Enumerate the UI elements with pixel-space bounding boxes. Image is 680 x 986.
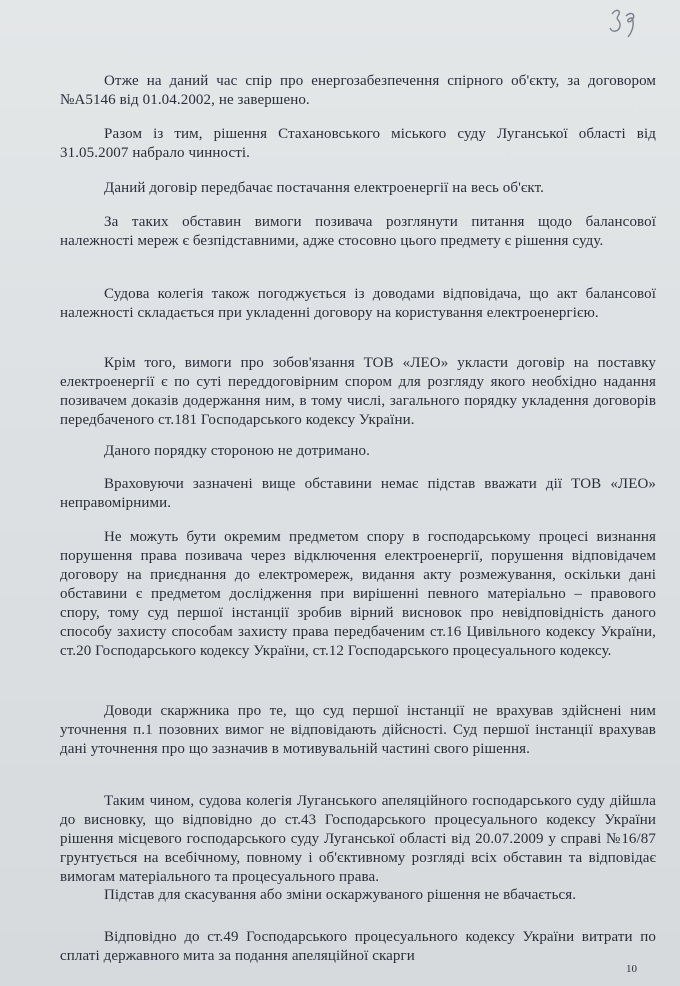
handwritten-sheet-number: [606, 6, 640, 40]
paragraph-not-separate-subject: Не можуть бути окремим предметом спору в господарському процесі визнання порушення права позивача через відключення електроенергії, порушення відповідачем договору на приєднання до електромереж, видання акту розмежування, оскільки дані обставини є предметом дослідження при вирішенні певного матеріально – правового спору, тому суд першої інстанції зробив вірний висновок про невідповідність даного способу захисту способам захисту права передбаченим ст.16 Цивільного кодексу України, ст.20 Господарського кодексу України, ст.12 Господарського процесуального кодексу.: [60, 529, 656, 659]
paragraph-procedure-not-followed: Даного порядку стороною не дотримано.: [104, 443, 370, 459]
paragraph-state-duty: Відповідно до ст.49 Господарського процесуального кодексу України витрати по сплаті державного мита за подання апеляційної скарги: [60, 929, 656, 964]
page-number: 10: [626, 963, 637, 975]
paragraph-actions-lawful: Враховуючи зазначені вище обставини немає підстав вважати дії ТОВ «ЛЕО» неправомірними.: [60, 476, 656, 511]
paragraph-contract-supply: Даний договір передбачає постачання електроенергії на весь об'єкт.: [104, 180, 544, 196]
paragraph-pre-contract-dispute: Крім того, вимоги про зобов'язання ТОВ «ЛЕО» укласти договір на поставку електроенергії є по суті переддоговірним спором для розгляду якого необхідно надання позивачем доказів додержання ним, в тому числі, загального порядку укладення договорів передбаченого ст.181 Господарського кодексу України.: [60, 355, 656, 428]
paragraph-dispute-not-finished: Отже на даний час спір про енергозабезпечення спірного об'єкту, за договором №А5146 від 01.04.2002, не завершено.: [60, 73, 656, 108]
paragraph-court-decision-effective: Разом із тим, рішення Стахановського міського суду Луганської області від 31.05.2007 набрало чинності.: [60, 126, 656, 161]
paragraph-balance-act: Судова колегія також погоджується із доводами відповідача, що акт балансової належності складається при укладенні договору на користування електроенергією.: [60, 286, 656, 321]
paragraph-conclusion: Таким чином, судова колегія Луганського апеляційного господарського суду дійшла до висновку, що відповідно до ст.43 Господарського процесуального кодексу України рішення місцевого господарського суду Луганської області від 20.07.2009 у справі №16/87 грунтується на всебічному, повному і об'єктивному розгляді всіх обставин та відповідає вимогам матеріального та процесуального права.: [60, 793, 656, 885]
paragraph-claims-groundless: За таких обставин вимоги позивача розглянути питання щодо балансової належності мереж є безпідставними, адже стосовно цього предмету є рішення суду.: [60, 214, 656, 249]
paragraph-appellant-arguments: Доводи скаржника про те, що суд першої інстанції не врахував здійснені ним уточнення п.1 позовних вимог не відповідають дійсності. Суд першої інстанції врахував дані уточнення про що зазначив в мотивувальній частині свого рішення.: [60, 703, 656, 757]
paragraph-no-grounds: Підстав для скасування або зміни оскаржуваного рішення не вбачається.: [104, 887, 577, 903]
